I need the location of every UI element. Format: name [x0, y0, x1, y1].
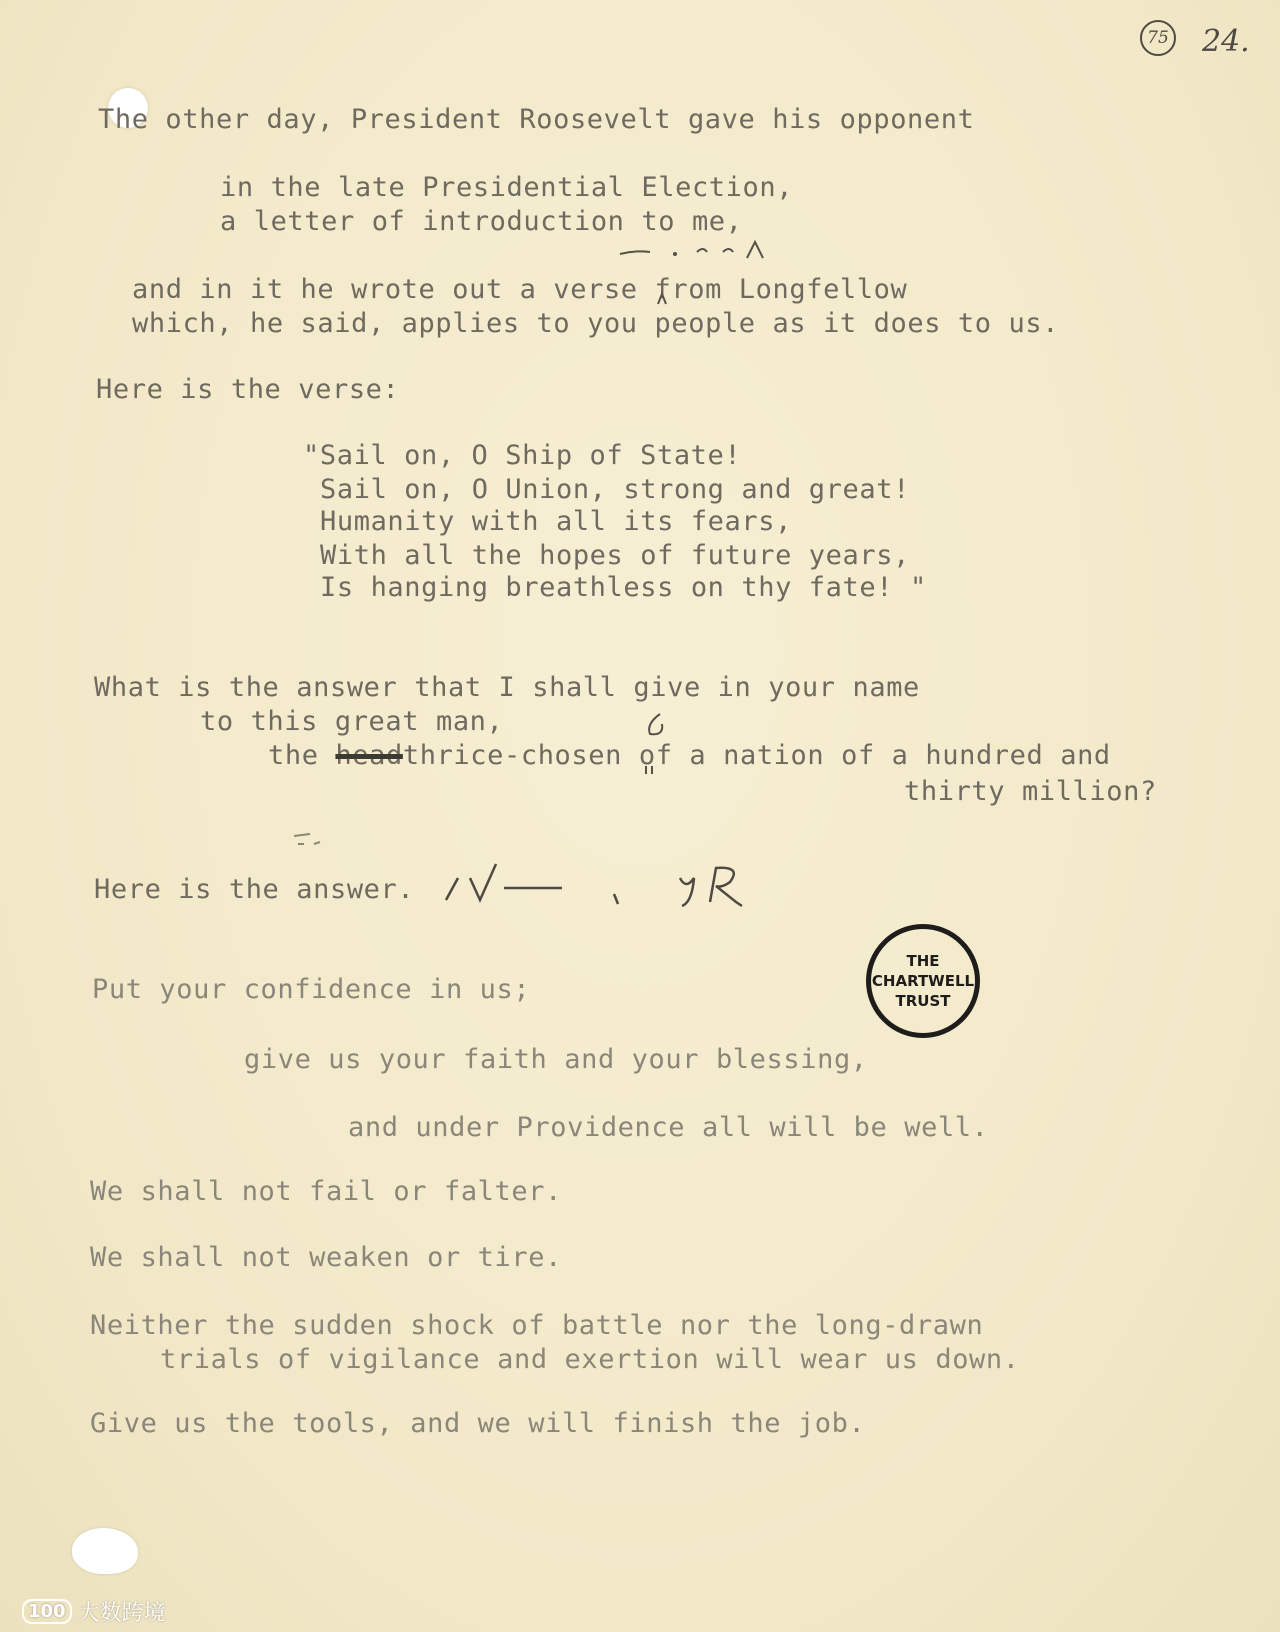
- paragraph-line-5: We shall not weaken or tire.: [90, 1242, 562, 1273]
- pencil-dash-icon: [290, 826, 340, 850]
- verse-line-5: Is hanging breathless on thy fate! ": [320, 572, 927, 603]
- watermark: [22, 1596, 166, 1627]
- handwritten-insert-icon: [640, 710, 672, 780]
- verse-line-4: With all the hopes of future years,: [320, 540, 910, 571]
- text-line-4: and in it he wrote out a verse from Longfellow: [132, 274, 908, 305]
- text-line-6: Here is the verse:: [96, 374, 400, 405]
- question-line-3-start: the: [268, 740, 319, 771]
- watermark-text: 大数跨境: [77, 1601, 166, 1626]
- paragraph-line-8: Give us the tools, and we will finish the job.: [90, 1408, 866, 1439]
- punch-hole-bottom: [72, 1528, 138, 1574]
- stamp-line-3: TRUST: [895, 992, 951, 1010]
- paragraph-line-7: trials of vigilance and exertion will wear us down.: [160, 1344, 1020, 1375]
- caret-mark-icon: [656, 290, 668, 306]
- initials-mark-icon: [442, 858, 782, 910]
- watermark-logo: 100: [22, 1599, 72, 1624]
- verse-line-2: Sail on, O Union, strong and great!: [320, 474, 910, 505]
- stamp-line-1: THE: [906, 952, 940, 970]
- question-line-3-end: thrice-chosen of a nation of a hundred and: [402, 740, 1111, 771]
- paragraph-line-4: We shall not fail or falter.: [90, 1176, 562, 1207]
- paragraph-line-3: and under Providence all will be well.: [348, 1112, 989, 1143]
- paragraph-line-1: Put your confidence in us;: [92, 974, 531, 1005]
- answer-line: Here is the answer.: [94, 874, 415, 905]
- stamp-line-2: CHARTWELL: [871, 972, 975, 990]
- text-line-5: which, he said, applies to you people as it does to us.: [132, 308, 1060, 339]
- question-line-1: What is the answer that I shall give in your name: [94, 672, 920, 703]
- question-line-4: thirty million?: [904, 776, 1157, 807]
- text-line-1: The other day, President Roosevelt gave his opponent: [98, 104, 975, 135]
- chartwell-trust-stamp: [866, 924, 980, 1038]
- paragraph-line-6: Neither the sudden shock of battle nor the long-drawn: [90, 1310, 984, 1341]
- question-line-3: [268, 740, 1111, 772]
- struck-word: head: [335, 740, 403, 771]
- question-line-2: to this great man,: [200, 706, 504, 737]
- paragraph-line-2: give us your faith and your blessing,: [244, 1044, 868, 1075]
- pencil-stroke-icon: [615, 236, 775, 266]
- circled-folio-number: 75: [1140, 20, 1176, 56]
- verse-line-3: Humanity with all its fears,: [320, 506, 792, 537]
- text-line-2: in the late Presidential Election,: [220, 172, 794, 203]
- page-number: 24.: [1202, 24, 1250, 59]
- text-line-3: a letter of introduction to me,: [220, 206, 743, 237]
- verse-line-1: "Sail on, O Ship of State!: [303, 440, 742, 471]
